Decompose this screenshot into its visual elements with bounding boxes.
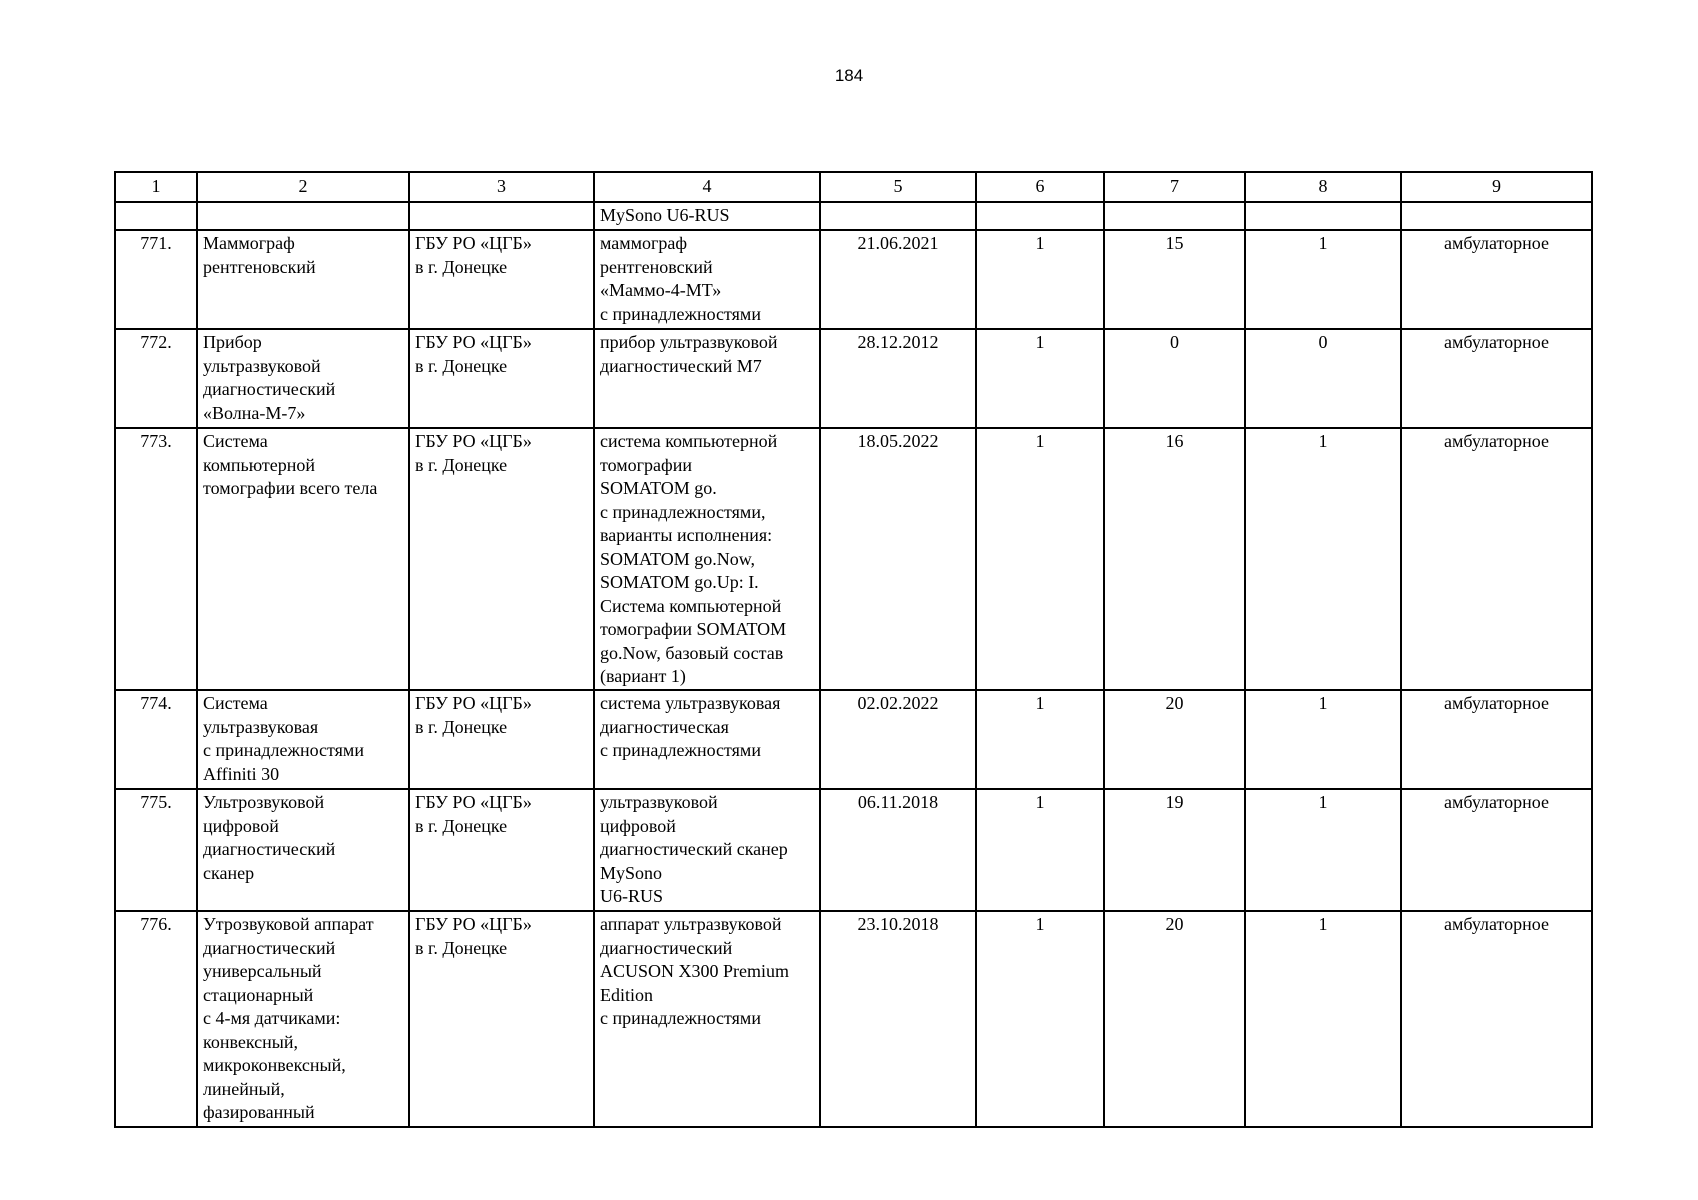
equipment-name-cell (197, 911, 409, 1127)
model-cell-line: диагностический (600, 937, 733, 958)
model-cell (594, 789, 820, 911)
column-header: 2 (197, 172, 409, 202)
row-number-cell: 771. (115, 230, 197, 329)
model-cell-line: с принадлежностями, (600, 501, 766, 522)
model-cell-line: диагностическая (600, 716, 729, 737)
equipment-name-cell-line: диагностический (203, 839, 336, 859)
usage-type-cell: амбулаторное (1401, 428, 1592, 690)
equipment-name-cell-line: «Волна-М-7» (203, 402, 306, 423)
table-row (115, 690, 1592, 789)
col8-cell: 1 (1245, 690, 1401, 789)
equipment-name-cell-line: сканер (203, 862, 255, 883)
equipment-name-cell-line: томографии всего тела (203, 478, 378, 498)
equipment-name-cell-line: стационарный (203, 984, 314, 1005)
organization-cell (409, 329, 594, 428)
usage-type-cell: амбулаторное (1401, 329, 1592, 428)
equipment-name-cell-line: с 4-мя датчиками: (203, 1008, 341, 1028)
column-number-row (115, 172, 1592, 202)
model-cell-line: SOMATOM go.Now, (600, 548, 756, 569)
column-header: 5 (820, 172, 976, 202)
continuation-row (115, 202, 1592, 230)
model-cell (594, 911, 820, 1127)
organization-cell-line: в г. Донецке (415, 454, 508, 475)
model-cell-line: варианты исполнения: (600, 525, 773, 545)
model-cell-line: (вариант 1) (600, 666, 686, 686)
model-cell-line: с принадлежностями (600, 303, 761, 324)
col7-cell: 19 (1104, 789, 1245, 911)
equipment-name-cell-line: с принадлежностями (203, 740, 364, 760)
organization-cell (409, 690, 594, 789)
organization-cell-line: ГБУ РО «ЦГБ» (415, 431, 532, 451)
equipment-name-cell-line: микроконвексный, (203, 1055, 346, 1075)
organization-cell-line: ГБУ РО «ЦГБ» (415, 233, 532, 253)
model-cell-line: томографии SOMATOM (600, 619, 787, 639)
model-cell-line: цифровой (600, 815, 676, 836)
model-cell-line: диагностический сканер (600, 839, 788, 859)
organization-cell (409, 428, 594, 690)
usage-type-cell: амбулаторное (1401, 230, 1592, 329)
empty-cell (1401, 202, 1592, 230)
model-cell (594, 230, 820, 329)
usage-type-cell: амбулаторное (1401, 911, 1592, 1127)
col6-cell: 1 (976, 789, 1104, 911)
model-cell (594, 428, 820, 690)
date-cell: 23.10.2018 (820, 911, 976, 1127)
usage-type-cell: амбулаторное (1401, 690, 1592, 789)
equipment-name-cell (197, 690, 409, 789)
row-number-cell: 772. (115, 329, 197, 428)
model-cell-line: SOMATOM go.Up: I. (600, 572, 759, 592)
column-header: 1 (115, 172, 197, 202)
model-cell-line: SOMATOM go. (600, 478, 717, 498)
equipment-name-cell (197, 428, 409, 690)
model-cell-line: с принадлежностями (600, 1008, 761, 1028)
col8-cell: 1 (1245, 230, 1401, 329)
organization-cell-line: в г. Донецке (415, 256, 508, 277)
empty-cell (409, 202, 594, 230)
date-cell: 18.05.2022 (820, 428, 976, 690)
column-header: 9 (1401, 172, 1592, 202)
col6-cell: 1 (976, 428, 1104, 690)
equipment-name-cell-line: рентгеновский (203, 256, 316, 277)
equipment-name-cell-line: конвексный, (203, 1031, 298, 1052)
equipment-name-cell (197, 329, 409, 428)
equipment-name-cell-line: Утрозвуковой аппарат (203, 914, 374, 934)
column-header: 8 (1245, 172, 1401, 202)
col6-cell: 1 (976, 690, 1104, 789)
table-row (115, 428, 1592, 690)
equipment-name-cell-line: Affiniti 30 (203, 763, 280, 784)
equipment-name-cell-line: фазированный (203, 1102, 315, 1122)
continuation-model-cell: MySono U6-RUS (594, 202, 820, 230)
model-cell-line: прибор ультразвуковой (600, 332, 778, 352)
empty-cell (976, 202, 1104, 230)
organization-cell-line: в г. Донецке (415, 716, 508, 737)
col7-cell: 0 (1104, 329, 1245, 428)
date-cell: 06.11.2018 (820, 789, 976, 911)
model-cell-line: U6-RUS (600, 886, 664, 906)
equipment-name-cell-line: диагностический (203, 937, 336, 958)
equipment-name-cell-line: компьютерной (203, 454, 316, 475)
table-row (115, 911, 1592, 1127)
organization-cell-line: в г. Донецке (415, 355, 508, 376)
col6-cell: 1 (976, 230, 1104, 329)
equipment-name-cell-line: ультразвуковой (203, 355, 321, 376)
empty-cell (197, 202, 409, 230)
table-row (115, 329, 1592, 428)
table-body (115, 172, 1592, 1127)
model-cell-line: Edition (600, 984, 653, 1005)
equipment-table (114, 171, 1593, 1128)
row-number-cell: 774. (115, 690, 197, 789)
model-cell-line: MySono (600, 862, 663, 883)
row-number-cell: 776. (115, 911, 197, 1127)
row-number-cell: 773. (115, 428, 197, 690)
page-number: 184 (834, 66, 864, 85)
organization-cell (409, 911, 594, 1127)
col8-cell: 1 (1245, 428, 1401, 690)
col8-cell: 1 (1245, 911, 1401, 1127)
col7-cell: 15 (1104, 230, 1245, 329)
equipment-name-cell-line: универсальный (203, 961, 322, 981)
table-row (115, 789, 1592, 911)
row-number-cell: 775. (115, 789, 197, 911)
model-cell-line: диагностический М7 (600, 355, 762, 376)
col6-cell: 1 (976, 911, 1104, 1127)
organization-cell-line: в г. Донецке (415, 937, 508, 958)
model-cell-line: Система компьютерной (600, 595, 782, 616)
equipment-name-cell-line: Ультрозвуковой (203, 792, 325, 812)
date-cell: 28.12.2012 (820, 329, 976, 428)
organization-cell (409, 789, 594, 911)
equipment-name-cell-line: ультразвуковая (203, 716, 319, 737)
empty-cell (115, 202, 197, 230)
model-cell-line: ультразвуковой (600, 792, 718, 812)
empty-cell (1245, 202, 1401, 230)
col6-cell: 1 (976, 329, 1104, 428)
col7-cell: 20 (1104, 911, 1245, 1127)
model-cell-line: go.Now, базовый состав (600, 642, 784, 663)
equipment-name-cell (197, 230, 409, 329)
equipment-name-cell (197, 789, 409, 911)
model-cell-line: рентгеновский (600, 256, 713, 277)
date-cell: 21.06.2021 (820, 230, 976, 329)
model-cell-line: система компьютерной (600, 431, 778, 451)
model-cell-line: томографии (600, 454, 692, 475)
model-cell-line: аппарат ультразвуковой (600, 914, 782, 934)
empty-cell (820, 202, 976, 230)
organization-cell-line: ГБУ РО «ЦГБ» (415, 914, 532, 934)
col7-cell: 16 (1104, 428, 1245, 690)
equipment-name-cell-line: Маммограф (203, 233, 295, 253)
model-cell-line: маммограф (600, 233, 688, 253)
model-cell (594, 690, 820, 789)
model-cell-line: с принадлежностями (600, 740, 761, 760)
table-row (115, 230, 1592, 329)
model-cell-line: система ультразвуковая (600, 693, 781, 713)
model-cell-line: ACUSON X300 Premium (600, 961, 790, 981)
organization-cell-line: ГБУ РО «ЦГБ» (415, 693, 532, 713)
equipment-name-cell-line: цифровой (203, 815, 279, 836)
column-header: 7 (1104, 172, 1245, 202)
column-header: 6 (976, 172, 1104, 202)
col7-cell: 20 (1104, 690, 1245, 789)
equipment-name-cell-line: Прибор (203, 332, 262, 352)
organization-cell-line: ГБУ РО «ЦГБ» (415, 792, 532, 812)
equipment-name-cell-line: линейный, (203, 1078, 285, 1099)
date-cell: 02.02.2022 (820, 690, 976, 789)
organization-cell (409, 230, 594, 329)
equipment-name-cell-line: Система (203, 693, 268, 713)
usage-type-cell: амбулаторное (1401, 789, 1592, 911)
model-cell-line: «Маммо-4-МТ» (600, 280, 722, 300)
col8-cell: 0 (1245, 329, 1401, 428)
model-cell (594, 329, 820, 428)
column-header: 3 (409, 172, 594, 202)
equipment-name-cell-line: Система (203, 431, 268, 451)
organization-cell-line: ГБУ РО «ЦГБ» (415, 332, 532, 352)
col8-cell: 1 (1245, 789, 1401, 911)
empty-cell (1104, 202, 1245, 230)
column-header: 4 (594, 172, 820, 202)
organization-cell-line: в г. Донецке (415, 815, 508, 836)
equipment-name-cell-line: диагностический (203, 379, 336, 399)
